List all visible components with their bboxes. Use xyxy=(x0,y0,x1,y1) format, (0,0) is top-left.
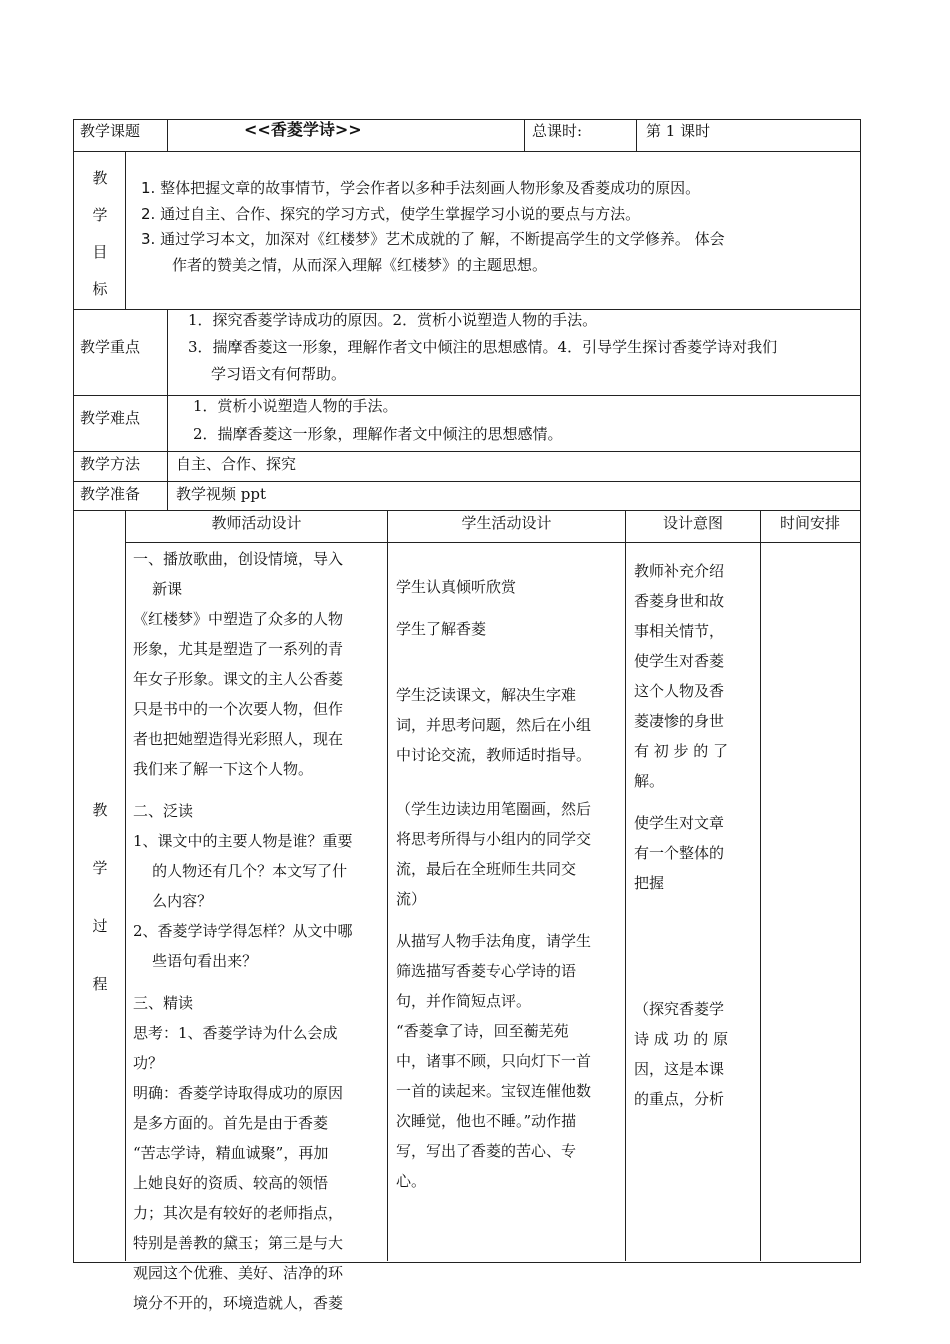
col-divider xyxy=(167,119,168,151)
intent-line xyxy=(634,796,758,808)
student-line xyxy=(396,668,622,680)
teacher-line: 一、播放歌曲，创设情境，导入 xyxy=(133,550,344,568)
student-line xyxy=(396,602,622,614)
intent-line xyxy=(634,982,758,994)
student-line: 次睡觉，他也不睡。”动作描 xyxy=(396,1112,577,1130)
teacher-line: 上她良好的资质、较高的领悟 xyxy=(133,1174,329,1192)
student-line: 句，并作简短点评。 xyxy=(396,992,532,1010)
student-line: 心。 xyxy=(396,1172,427,1190)
header-time: 时间安排 xyxy=(779,514,840,532)
col-divider xyxy=(636,119,637,151)
col-divider xyxy=(524,119,525,151)
student-line: 词，并思考问题，然后在小组 xyxy=(396,716,592,734)
col-divider xyxy=(125,510,126,1261)
difficulties-label: 教学难点 xyxy=(80,409,141,427)
teacher-line: “苦志学诗，精血诚聚”，再加 xyxy=(133,1144,329,1162)
teacher-line: 功？ xyxy=(133,1054,164,1072)
goal-item: 作者的赞美之情，从而深入理解《红楼梦》的主题思想。 xyxy=(172,256,548,274)
teacher-line: 只是书中的一个次要人物，但作 xyxy=(133,700,344,718)
student-line: 从描写人物手法角度，请学生 xyxy=(396,932,592,950)
teacher-line: 是多方面的。首先是由于香菱 xyxy=(133,1114,329,1132)
row-divider xyxy=(125,542,860,543)
intent-line xyxy=(634,946,758,958)
difficulty-line: 2．揣摩香菱这一形象，理解作者文中倾注的思想感情。 xyxy=(193,425,563,443)
teacher-line: 些语句看出来？ xyxy=(133,952,258,970)
topic-label: 教学课题 xyxy=(80,122,141,140)
student-line: 写，写出了香菱的苦心、专 xyxy=(396,1142,577,1160)
teacher-activity-column xyxy=(133,544,385,1312)
intent-line: 教师补充介绍 xyxy=(634,562,725,580)
teacher-line: 我们来了解一下这个人物。 xyxy=(133,760,314,778)
student-line: （学生边读边用笔圈画，然后 xyxy=(396,800,592,818)
key-points-label: 教学重点 xyxy=(80,338,141,356)
student-line xyxy=(396,782,622,794)
teacher-line xyxy=(133,784,385,796)
header-student: 学生活动设计 xyxy=(461,514,552,532)
goals-label: 教 学 目 标 xyxy=(92,169,108,298)
intent-line: 解。 xyxy=(634,772,665,790)
col-divider xyxy=(760,510,761,1261)
col-divider xyxy=(387,510,388,1261)
intent-line: 把握 xyxy=(634,874,665,892)
col-divider xyxy=(125,151,126,309)
teacher-line: 新课 xyxy=(133,580,183,598)
prep-label: 教学准备 xyxy=(80,485,141,503)
header-intent: 设计意图 xyxy=(662,514,723,532)
teacher-line: 境分不开的，环境造就人，香菱 xyxy=(133,1294,344,1312)
teacher-line xyxy=(133,976,385,988)
teacher-line: 者也把她塑造得光彩照人，现在 xyxy=(133,730,344,748)
intent-line xyxy=(634,958,758,970)
intent-line: 事相关情节， xyxy=(634,622,725,640)
header-teacher: 教师活动设计 xyxy=(211,514,302,532)
intent-line: 香菱身世和故 xyxy=(634,592,725,610)
intent-line: 使学生对文章 xyxy=(634,814,725,832)
intent-line: 有一个整体的 xyxy=(634,844,725,862)
row-divider xyxy=(73,395,860,396)
total-hours-label: 总课时: xyxy=(532,122,583,140)
student-line: 中，诸事不顾，只向灯下一首 xyxy=(396,1052,592,1070)
difficulty-line: 1．赏析小说塑造人物的手法。 xyxy=(193,397,398,415)
teacher-line: 2、香菱学诗学得怎样？从文中哪 xyxy=(133,922,353,940)
intent-line: 因，这是本课 xyxy=(634,1060,725,1078)
teacher-line: 年女子形象。课文的主人公香菱 xyxy=(133,670,344,688)
student-line: 流，最后在全班师生共同交 xyxy=(396,860,577,878)
row-divider xyxy=(73,151,860,152)
goal-item: 1. 整体把握文章的故事情节，学会作者以多种手法刻画人物形象及香菱成功的原因。 xyxy=(141,179,701,197)
intent-line: （探究香菱学 xyxy=(634,1000,725,1018)
teacher-line: 力；其次是有较好的老师指点， xyxy=(133,1204,344,1222)
intent-line xyxy=(634,910,758,922)
student-line: 中讨论交流，教师适时指导。 xyxy=(396,746,592,764)
student-line: 学生了解香菱 xyxy=(396,620,487,638)
intent-line xyxy=(634,934,758,946)
student-line xyxy=(396,914,622,926)
intent-line xyxy=(634,922,758,934)
teacher-line: 《红楼梦》中塑造了众多的人物 xyxy=(133,610,344,628)
intent-line xyxy=(634,970,758,982)
teacher-line: 1、课文中的主要人物是谁？重要 xyxy=(133,832,353,850)
student-line xyxy=(396,644,622,656)
key-point-line: 3．揣摩香菱这一形象，理解作者文中倾注的思想感情。4．引导学生探讨香菱学诗对我们 xyxy=(188,338,778,356)
student-line: 筛选描写香菱专心学诗的语 xyxy=(396,962,577,980)
teacher-line: 特别是善教的黛玉；第三是与大 xyxy=(133,1234,344,1252)
teacher-line: 明确：香菱学诗取得成功的原因 xyxy=(133,1084,344,1102)
topic-value: <<香菱学诗>> xyxy=(244,120,362,139)
intent-line: 这个人物及香 xyxy=(634,682,725,700)
student-line: 一首的读起来。宝钗连催他数 xyxy=(396,1082,592,1100)
process-label: 教 学 过 程 xyxy=(92,801,108,993)
teacher-line: 观园这个优雅、美好、洁净的环 xyxy=(133,1264,344,1282)
student-line xyxy=(396,770,622,782)
lesson-count: 第 1 课时 xyxy=(646,122,711,140)
intent-line: 使学生对香菱 xyxy=(634,652,725,670)
student-activity-column xyxy=(396,572,622,1260)
teacher-line: 的人物还有几个？本文写了什 xyxy=(133,862,348,880)
student-line: 流） xyxy=(396,890,427,908)
method-value: 自主、合作、探究 xyxy=(176,455,297,473)
teacher-line: 三、精读 xyxy=(133,994,194,1012)
student-line xyxy=(396,656,622,668)
row-divider xyxy=(73,510,860,511)
row-divider xyxy=(73,451,860,452)
col-divider xyxy=(167,309,168,510)
intent-line: 诗 成 功 的 原 xyxy=(634,1030,729,1048)
key-point-line: 1．探究香菱学诗成功的原因。2．赏析小说塑造人物的手法。 xyxy=(188,311,598,329)
teacher-line: 形象，尤其是塑造了一系列的青 xyxy=(133,640,344,658)
teacher-line: 二、泛读 xyxy=(133,802,194,820)
row-divider xyxy=(73,481,860,482)
intent-line xyxy=(634,898,758,910)
student-line: “香菱拿了诗，回至蘅芜苑 xyxy=(396,1022,569,1040)
teacher-line: 么内容？ xyxy=(133,892,213,910)
goal-item: 2. 通过自主、合作、探究的学习方式，使学生掌握学习小说的要点与方法。 xyxy=(141,205,641,223)
design-intent-column xyxy=(634,556,758,1260)
teacher-line: 思考：1、香菱学诗为什么会成 xyxy=(133,1024,338,1042)
col-divider xyxy=(625,510,626,1261)
goal-item: 3. 通过学习本文，加深对《红楼梦》艺术成就的了 解，不断提高学生的文学修养。 体会 xyxy=(141,230,725,248)
method-label: 教学方法 xyxy=(80,455,141,473)
intent-line: 菱凄惨的身世 xyxy=(634,712,725,730)
key-point-line: 学习语文有何帮助。 xyxy=(211,365,347,383)
student-line: 将思考所得与小组内的同学交 xyxy=(396,830,592,848)
intent-line: 有 初 步 的 了 xyxy=(634,742,729,760)
student-line: 学生认真倾听欣赏 xyxy=(396,578,517,596)
intent-line: 的重点，分析 xyxy=(634,1090,725,1108)
student-line: 学生泛读课文，解决生字难 xyxy=(396,686,577,704)
prep-value: 教学视频 ppt xyxy=(176,485,267,503)
